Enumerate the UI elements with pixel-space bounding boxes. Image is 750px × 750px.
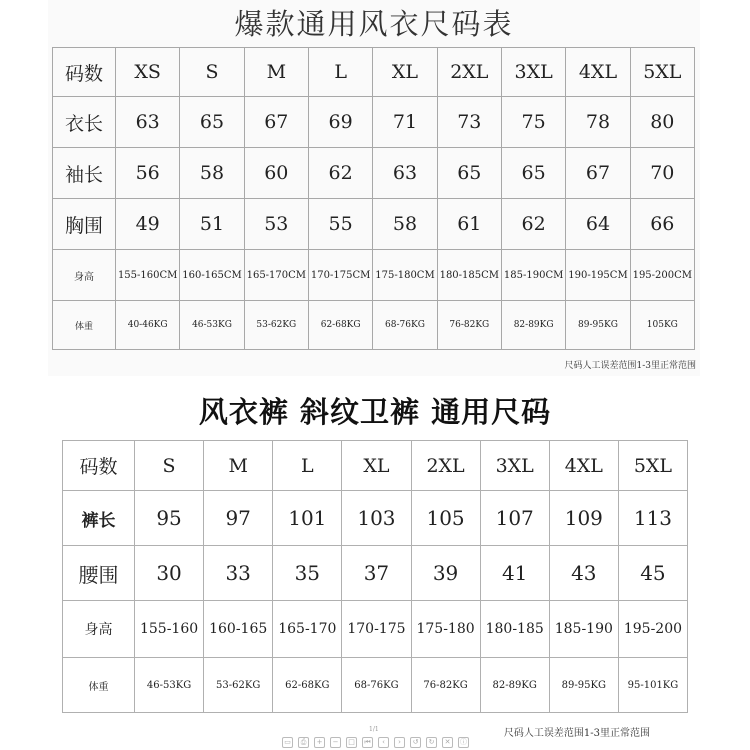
- value-cell: 64: [566, 199, 630, 250]
- value-cell: 165-170: [273, 601, 342, 658]
- value-cell: 33: [204, 546, 273, 601]
- value-cell: 53: [244, 199, 308, 250]
- table-header-row: [53, 48, 695, 97]
- coat-chart-note: 尺码人工误差范围1-3里正常范围: [564, 361, 696, 371]
- row-label-cell: 裤长: [63, 491, 135, 546]
- value-cell: 55: [308, 199, 372, 250]
- value-cell: 105: [411, 491, 480, 546]
- value-cell: 39: [411, 546, 480, 601]
- value-cell: 68-76KG: [373, 301, 437, 350]
- value-cell: 89-95KG: [566, 301, 630, 350]
- value-cell: 95: [135, 491, 204, 546]
- size-header-cell: M: [244, 48, 308, 97]
- zoom-in-icon[interactable]: +: [314, 737, 325, 748]
- value-cell: 80: [630, 97, 694, 148]
- table-row: [53, 301, 695, 350]
- value-cell: 101: [273, 491, 342, 546]
- table-row: [53, 250, 695, 301]
- header-label-cell: 码数: [63, 441, 135, 491]
- value-cell: 60: [244, 148, 308, 199]
- value-cell: 71: [373, 97, 437, 148]
- fit-icon[interactable]: □: [346, 737, 357, 748]
- rotate-right-icon[interactable]: ↻: [426, 737, 437, 748]
- value-cell: 160-165CM: [180, 250, 244, 301]
- value-cell: 165-170CM: [244, 250, 308, 301]
- table-header-row: [63, 441, 688, 491]
- size-header-cell: S: [135, 441, 204, 491]
- pants-size-chart: [62, 382, 688, 750]
- value-cell: 58: [180, 148, 244, 199]
- pants-size-table: [62, 440, 688, 713]
- table-row: [63, 658, 688, 713]
- delete-icon[interactable]: ✕: [442, 737, 453, 748]
- coat-size-chart: [48, 0, 700, 378]
- size-header-cell: 4XL: [566, 48, 630, 97]
- info-icon[interactable]: ⓘ: [460, 737, 467, 746]
- value-cell: 70: [630, 148, 694, 199]
- value-cell: 195-200: [618, 601, 687, 658]
- value-cell: 180-185CM: [437, 250, 501, 301]
- value-cell: 185-190: [549, 601, 618, 658]
- size-header-cell: 4XL: [549, 441, 618, 491]
- size-header-cell: XL: [373, 48, 437, 97]
- size-header-cell: 3XL: [480, 441, 549, 491]
- value-cell: 185-190CM: [501, 250, 565, 301]
- save-icon[interactable]: ▭: [282, 737, 293, 748]
- value-cell: 63: [116, 97, 180, 148]
- coat-size-table: [52, 47, 695, 350]
- value-cell: 65: [501, 148, 565, 199]
- row-label-cell: 腰围: [63, 546, 135, 601]
- row-label-cell: 袖长: [53, 148, 116, 199]
- value-cell: 180-185: [480, 601, 549, 658]
- value-cell: 103: [342, 491, 411, 546]
- pants-chart-title: 风衣裤 斜纹卫裤 通用尺码: [198, 395, 552, 429]
- value-cell: 109: [549, 491, 618, 546]
- value-cell: 66: [630, 199, 694, 250]
- table-row: [63, 601, 688, 658]
- value-cell: 97: [204, 491, 273, 546]
- value-cell: 58: [373, 199, 437, 250]
- value-cell: 195-200CM: [630, 250, 694, 301]
- value-cell: 62-68KG: [308, 301, 372, 350]
- table-row: [63, 491, 688, 546]
- value-cell: 43: [549, 546, 618, 601]
- value-cell: 53-62KG: [204, 658, 273, 713]
- row-label-cell: 衣长: [53, 97, 116, 148]
- value-cell: 67: [566, 148, 630, 199]
- value-cell: 105KG: [630, 301, 694, 350]
- value-cell: 67: [244, 97, 308, 148]
- row-label-cell: 胸围: [53, 199, 116, 250]
- value-cell: 82-89KG: [501, 301, 565, 350]
- value-cell: 62: [501, 199, 565, 250]
- table-row: [63, 546, 688, 601]
- table-row: [53, 97, 695, 148]
- size-header-cell: XS: [116, 48, 180, 97]
- value-cell: 89-95KG: [549, 658, 618, 713]
- row-label-cell: 身高: [53, 250, 116, 301]
- value-cell: 45: [618, 546, 687, 601]
- prev-icon[interactable]: ‹: [378, 737, 389, 748]
- coat-chart-title: 爆款通用风衣尺码表: [234, 7, 514, 41]
- viewer-toolbar: [282, 736, 469, 748]
- value-cell: 53-62KG: [244, 301, 308, 350]
- next-icon[interactable]: ›: [394, 737, 405, 748]
- value-cell: 49: [116, 199, 180, 250]
- value-cell: 46-53KG: [135, 658, 204, 713]
- value-cell: 155-160: [135, 601, 204, 658]
- value-cell: 63: [373, 148, 437, 199]
- size-header-cell: L: [308, 48, 372, 97]
- size-header-cell: 2XL: [411, 441, 480, 491]
- size-header-cell: L: [273, 441, 342, 491]
- value-cell: 170-175: [342, 601, 411, 658]
- value-cell: 56: [116, 148, 180, 199]
- value-cell: 175-180: [411, 601, 480, 658]
- value-cell: 65: [180, 97, 244, 148]
- pants-chart-note: 尺码人工误差范围1-3里正常范围: [503, 728, 650, 739]
- size-header-cell: 3XL: [501, 48, 565, 97]
- value-cell: 35: [273, 546, 342, 601]
- value-cell: 68-76KG: [342, 658, 411, 713]
- value-cell: 190-195CM: [566, 250, 630, 301]
- value-cell: 82-89KG: [480, 658, 549, 713]
- size-header-cell: M: [204, 441, 273, 491]
- value-cell: 107: [480, 491, 549, 546]
- value-cell: 113: [618, 491, 687, 546]
- value-cell: 73: [437, 97, 501, 148]
- value-cell: 160-165: [204, 601, 273, 658]
- table-row: [53, 199, 695, 250]
- value-cell: 155-160CM: [116, 250, 180, 301]
- row-label-cell: 身高: [63, 601, 135, 658]
- value-cell: 51: [180, 199, 244, 250]
- first-icon[interactable]: ⏮: [362, 737, 373, 748]
- value-cell: 75: [501, 97, 565, 148]
- print-icon[interactable]: ⎙: [298, 737, 309, 748]
- row-label-cell: 体重: [53, 301, 116, 350]
- value-cell: 46-53KG: [180, 301, 244, 350]
- table-row: [53, 148, 695, 199]
- value-cell: 95-101KG: [618, 658, 687, 713]
- value-cell: 170-175CM: [308, 250, 372, 301]
- value-cell: 37: [342, 546, 411, 601]
- size-header-cell: S: [180, 48, 244, 97]
- value-cell: 62: [308, 148, 372, 199]
- value-cell: 69: [308, 97, 372, 148]
- rotate-left-icon[interactable]: ↺: [410, 737, 421, 748]
- size-header-cell: 5XL: [630, 48, 694, 97]
- value-cell: 175-180CM: [373, 250, 437, 301]
- row-label-cell: 体重: [63, 658, 135, 713]
- page-indicator: 1/1: [369, 726, 379, 733]
- size-header-cell: XL: [342, 441, 411, 491]
- value-cell: 76-82KG: [437, 301, 501, 350]
- value-cell: 61: [437, 199, 501, 250]
- size-header-cell: 5XL: [618, 441, 687, 491]
- value-cell: 30: [135, 546, 204, 601]
- value-cell: 78: [566, 97, 630, 148]
- size-header-cell: 2XL: [437, 48, 501, 97]
- value-cell: 65: [437, 148, 501, 199]
- value-cell: 62-68KG: [273, 658, 342, 713]
- zoom-out-icon[interactable]: −: [330, 737, 341, 748]
- value-cell: 41: [480, 546, 549, 601]
- value-cell: 76-82KG: [411, 658, 480, 713]
- value-cell: 40-46KG: [116, 301, 180, 350]
- header-label-cell: 码数: [53, 48, 116, 97]
